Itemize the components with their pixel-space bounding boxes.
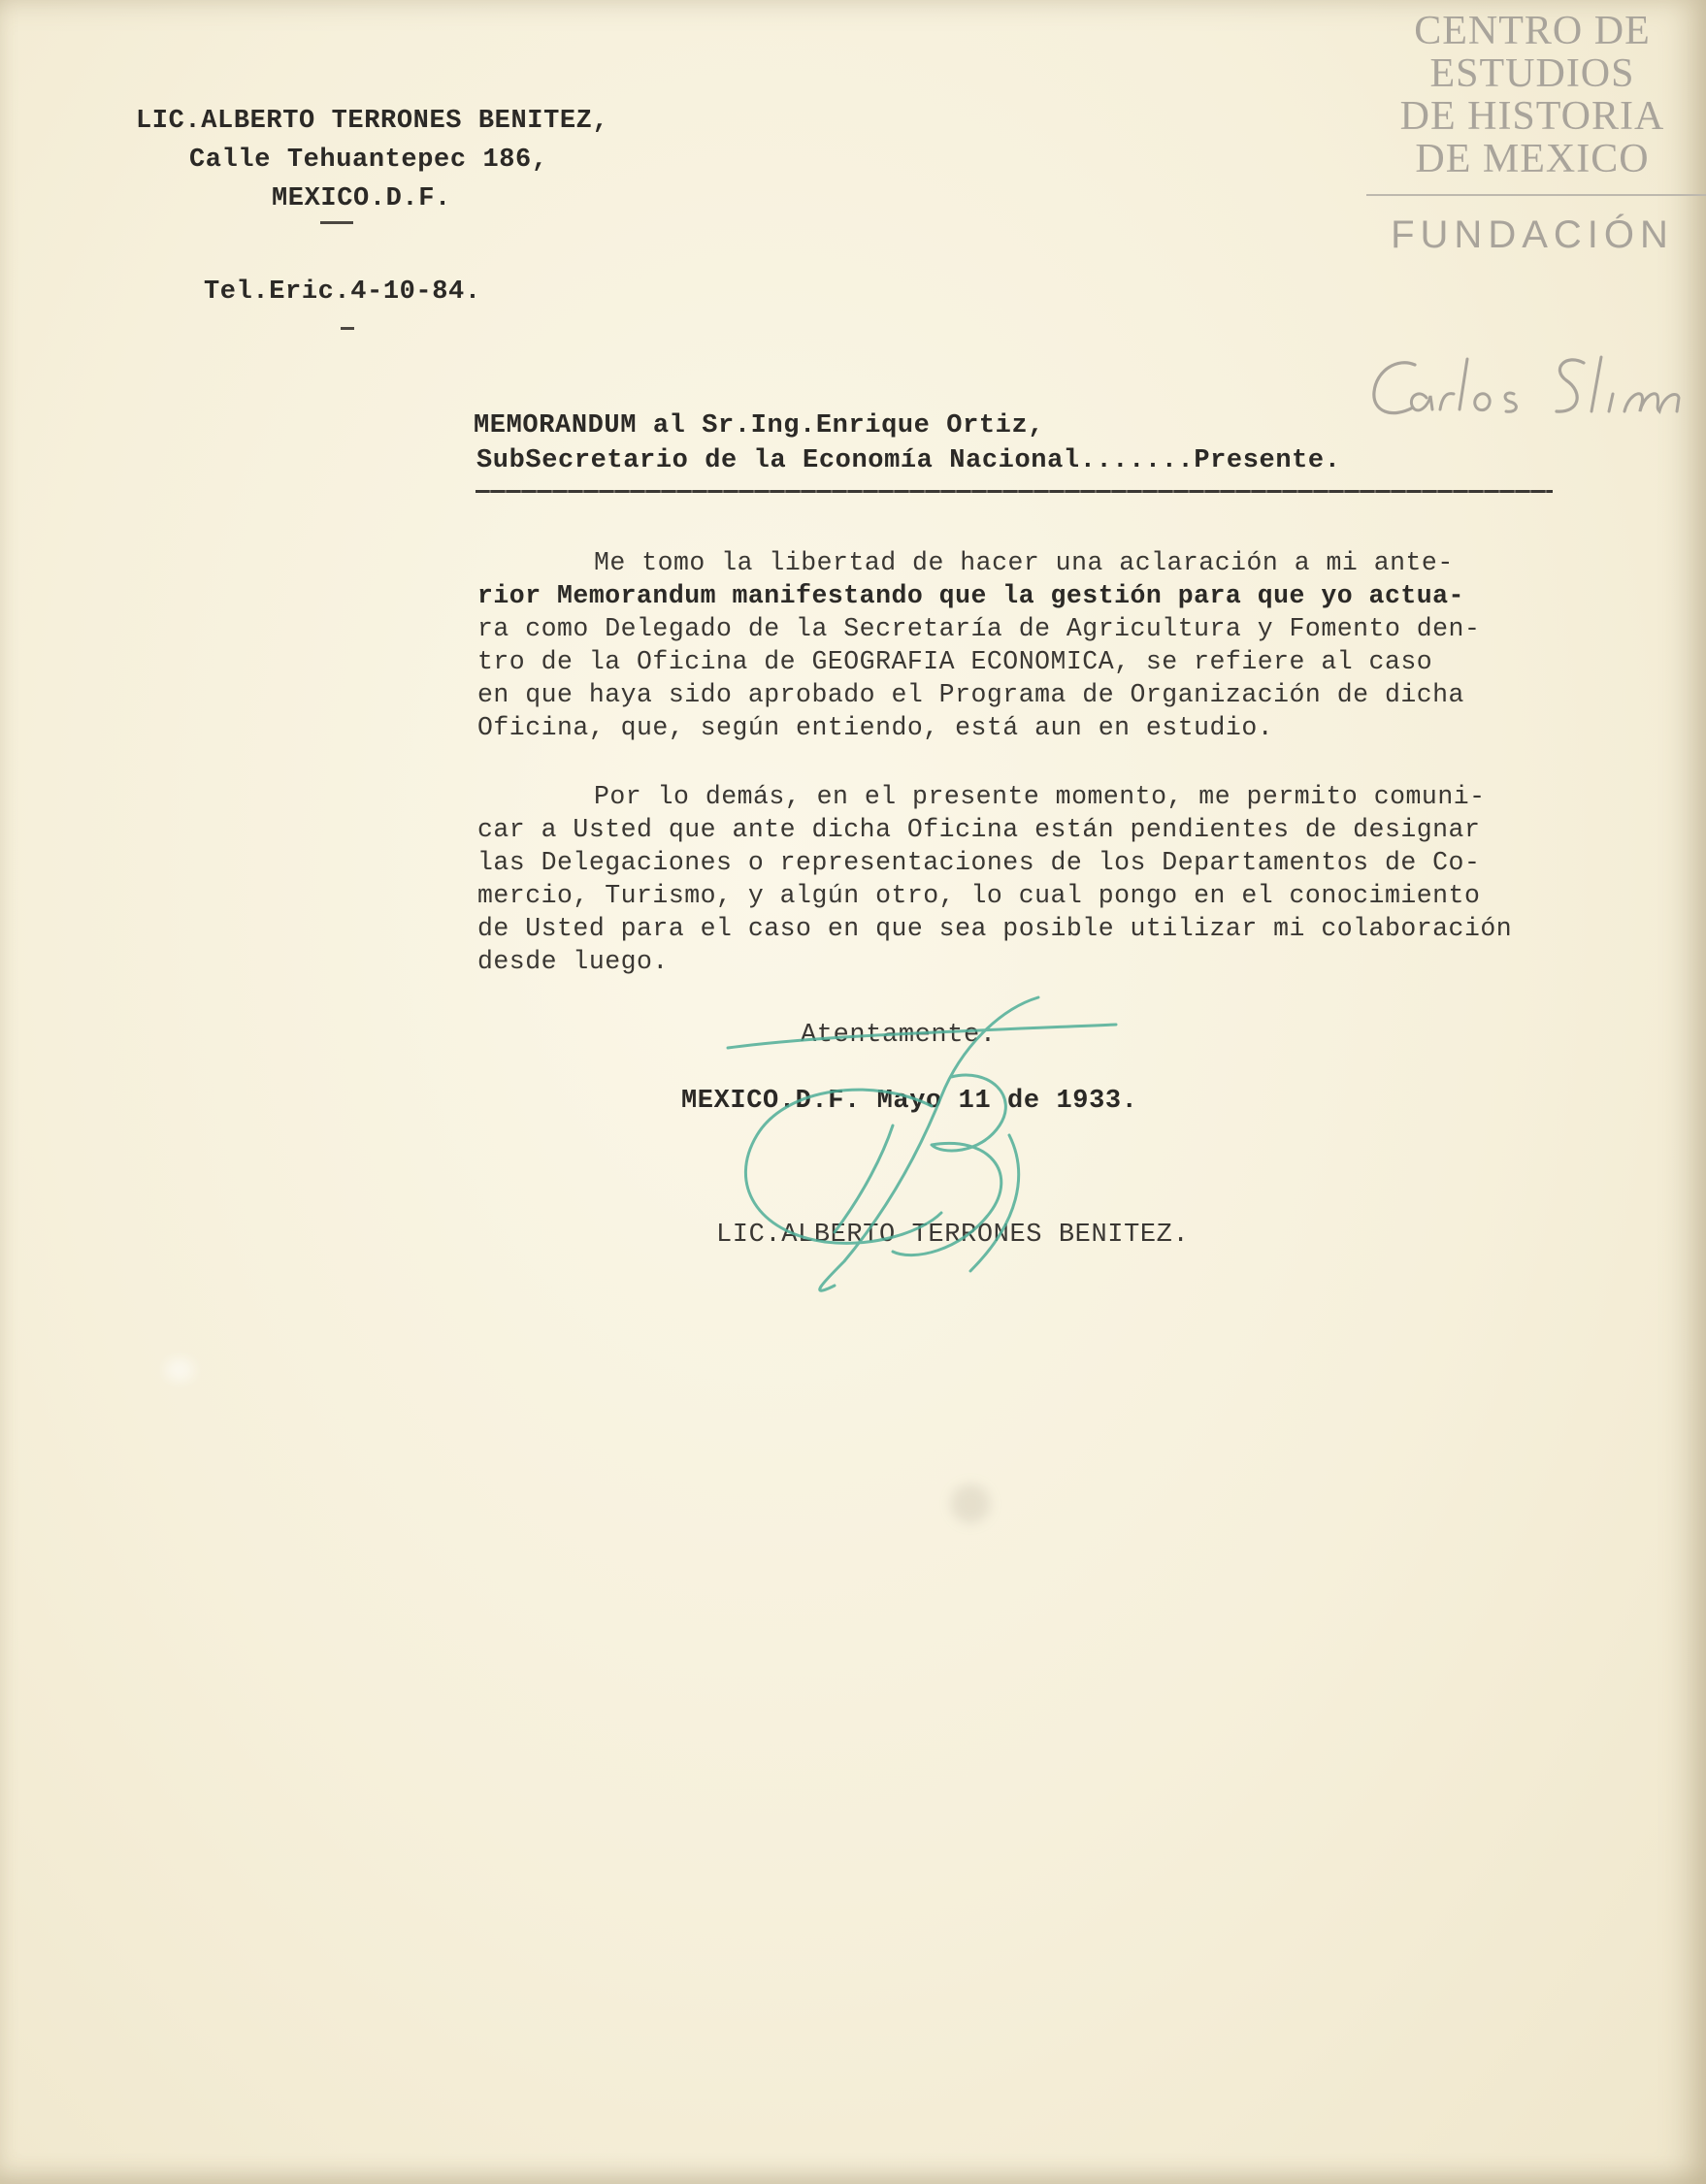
signatory-name: LIC.ALBERTO TERRONES BENITEZ.: [716, 1221, 1190, 1250]
body-line: ra como Delegado de la Secretaría de Agricultura y Fomento den-: [477, 614, 1481, 643]
heading-rule: [476, 490, 1553, 493]
body-line: rior Memorandum manifestando que la gestión para que yo actua-: [477, 581, 1464, 610]
watermark-line: CENTRO DE: [1414, 9, 1651, 53]
sender-street: Calle Tehuantepec 186,: [189, 146, 548, 175]
separator-dash: [341, 327, 354, 330]
body-line: mercio, Turismo, y algún otro, lo cual pongo en el conocimiento: [477, 881, 1481, 910]
body-line: en que haya sido aprobado el Programa de Organización de dicha: [477, 680, 1464, 709]
memo-recipient-line: MEMORANDUM al Sr.Ing.Enrique Ortiz,: [474, 411, 1045, 440]
body-line: Por lo demás, en el presente momento, me permito comuni-: [594, 782, 1486, 811]
body-line: car a Usted que ante dicha Oficina están pendientes de designar: [477, 815, 1481, 844]
watermark-script-logo: [1359, 338, 1706, 435]
watermark-foundation: FUNDACIÓN: [1391, 213, 1674, 256]
sender-name: LIC.ALBERTO TERRONES BENITEZ,: [136, 107, 609, 136]
body-line: tro de la Oficina de GEOGRAFIA ECONOMICA, se refiere al caso: [477, 647, 1433, 676]
body-line: de Usted para el caso en que sea posible utilizar mi colaboración: [477, 914, 1513, 943]
separator-dash: [320, 221, 353, 224]
watermark-divider: [1366, 194, 1706, 196]
body-line: desde luego.: [477, 947, 669, 976]
watermark-line: ESTUDIOS: [1429, 51, 1635, 96]
sender-phone: Tel.Eric.4-10-84.: [204, 277, 481, 307]
watermark-line: DE MEXICO: [1415, 137, 1650, 181]
closing-salutation: Atentamente.: [801, 1021, 997, 1050]
paper-stain: [951, 1484, 990, 1523]
sender-city: MEXICO.D.F.: [272, 184, 451, 213]
body-line: Oficina, que, según entiendo, está aun en estudio.: [477, 713, 1274, 742]
paper-stain: [165, 1358, 194, 1382]
body-line: las Delegaciones o representaciones de los Departamentos de Co-: [477, 848, 1481, 877]
memo-recipient-title: SubSecretario de la Economía Nacional.......Presente.: [476, 446, 1341, 475]
letter-date: MEXICO.D.F. Mayo 11 de 1933.: [681, 1087, 1138, 1116]
body-line: Me tomo la libertad de hacer una aclaración a mi ante-: [594, 548, 1454, 577]
watermark-line: DE HISTORIA: [1399, 94, 1665, 139]
handwritten-signature: [699, 990, 1145, 1320]
archive-watermark: [1359, 10, 1706, 257]
